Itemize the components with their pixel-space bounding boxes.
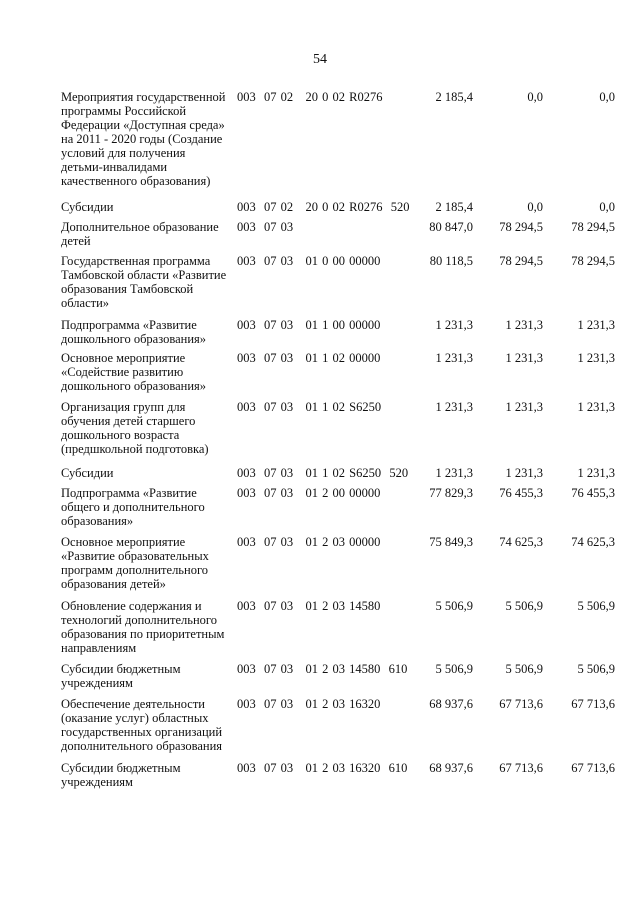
row-code: 003 07 03 01 2 03 16320 610 [237, 761, 408, 775]
row-code: 003 07 03 [237, 220, 294, 234]
row-value-3: 74 625,3 [571, 535, 615, 549]
row-name: Государственная программа Тамбовской области «Развитие образования Тамбовской области» [61, 254, 227, 310]
row-name: Основное мероприятие «Развитие образовательных программ дополнительного образования детей» [61, 535, 209, 591]
row-value-3: 76 455,3 [571, 486, 615, 500]
row-value-2: 5 506,9 [505, 662, 543, 676]
row-code: 003 07 03 01 1 02 S6250 520 [237, 466, 409, 480]
row-code: 003 07 03 01 0 00 00000 [237, 254, 381, 268]
row-value-3: 67 713,6 [571, 697, 615, 711]
row-value-2: 78 294,5 [499, 220, 543, 234]
row-name: Подпрограмма «Развитие дошкольного образования» [61, 318, 207, 346]
row-name: Основное мероприятие «Содействие развитию дошкольного образования» [61, 351, 207, 393]
row-value-3: 1 231,3 [577, 351, 615, 365]
row-value-2: 76 455,3 [499, 486, 543, 500]
row-name: Субсидии [61, 200, 114, 214]
row-value-2: 0,0 [527, 90, 543, 104]
row-value-1: 1 231,3 [435, 351, 473, 365]
row-value-1: 80 118,5 [429, 254, 473, 268]
row-value-3: 1 231,3 [577, 466, 615, 480]
row-name: Подпрограмма «Развитие общего и дополнительного образования» [61, 486, 205, 528]
row-name: Субсидии бюджетным учреждениям [61, 761, 181, 789]
row-code: 003 07 03 01 2 03 16320 [237, 697, 381, 711]
row-value-1: 68 937,6 [429, 761, 473, 775]
row-value-1: 77 829,3 [429, 486, 473, 500]
row-value-3: 5 506,9 [577, 662, 615, 676]
row-name: Обновление содержания и технологий дополнительного образования по приоритетным направлениям [61, 599, 225, 655]
row-value-1: 68 937,6 [429, 697, 473, 711]
row-value-1: 2 185,4 [435, 90, 473, 104]
row-value-2: 74 625,3 [499, 535, 543, 549]
row-name: Субсидии [61, 466, 114, 480]
row-code: 003 07 03 01 2 03 14580 [237, 599, 381, 613]
row-value-1: 75 849,3 [429, 535, 473, 549]
row-code: 003 07 03 01 2 00 00000 [237, 486, 381, 500]
row-name: Обеспечение деятельности (оказание услуг) областных государственных организаций дополнительного образования [61, 697, 223, 753]
row-code: 003 07 03 01 2 03 14580 610 [237, 662, 408, 676]
row-value-1: 5 506,9 [435, 662, 473, 676]
row-value-2: 5 506,9 [505, 599, 543, 613]
row-value-1: 5 506,9 [435, 599, 473, 613]
row-value-2: 1 231,3 [505, 400, 543, 414]
row-value-2: 67 713,6 [499, 697, 543, 711]
row-value-2: 78 294,5 [499, 254, 543, 268]
row-value-2: 0,0 [527, 200, 543, 214]
row-name: Субсидии бюджетным учреждениям [61, 662, 181, 690]
row-value-1: 80 847,0 [429, 220, 473, 234]
row-value-3: 67 713,6 [571, 761, 615, 775]
row-value-3: 78 294,5 [571, 220, 615, 234]
row-value-1: 2 185,4 [435, 200, 473, 214]
row-value-3: 78 294,5 [571, 254, 615, 268]
row-value-3: 1 231,3 [577, 400, 615, 414]
row-value-1: 1 231,3 [435, 466, 473, 480]
row-value-2: 1 231,3 [505, 351, 543, 365]
row-code: 003 07 02 20 0 02 R0276 520 [237, 200, 410, 214]
row-value-2: 1 231,3 [505, 318, 543, 332]
row-code: 003 07 03 01 1 02 S6250 [237, 400, 382, 414]
row-value-3: 5 506,9 [577, 599, 615, 613]
row-name: Организация групп для обучения детей старшего дошкольного возраста (предшкольной подготовка) [61, 400, 209, 456]
row-value-3: 0,0 [599, 90, 615, 104]
row-value-1: 1 231,3 [435, 318, 473, 332]
row-value-2: 1 231,3 [505, 466, 543, 480]
row-code: 003 07 02 20 0 02 R0276 [237, 90, 383, 104]
row-name: Мероприятия государственной программы Российской Федерации «Доступная среда» на 2011 - 2020 годы (Создание условий для получения детьми-инвалидами качественного образования) [61, 90, 226, 188]
row-value-1: 1 231,3 [435, 400, 473, 414]
row-value-3: 0,0 [599, 200, 615, 214]
row-name: Дополнительное образование детей [61, 220, 219, 248]
row-code: 003 07 03 01 1 02 00000 [237, 351, 381, 365]
row-value-3: 1 231,3 [577, 318, 615, 332]
row-code: 003 07 03 01 1 00 00000 [237, 318, 381, 332]
row-value-2: 67 713,6 [499, 761, 543, 775]
page-number: 54 [313, 52, 327, 67]
row-code: 003 07 03 01 2 03 00000 [237, 535, 381, 549]
